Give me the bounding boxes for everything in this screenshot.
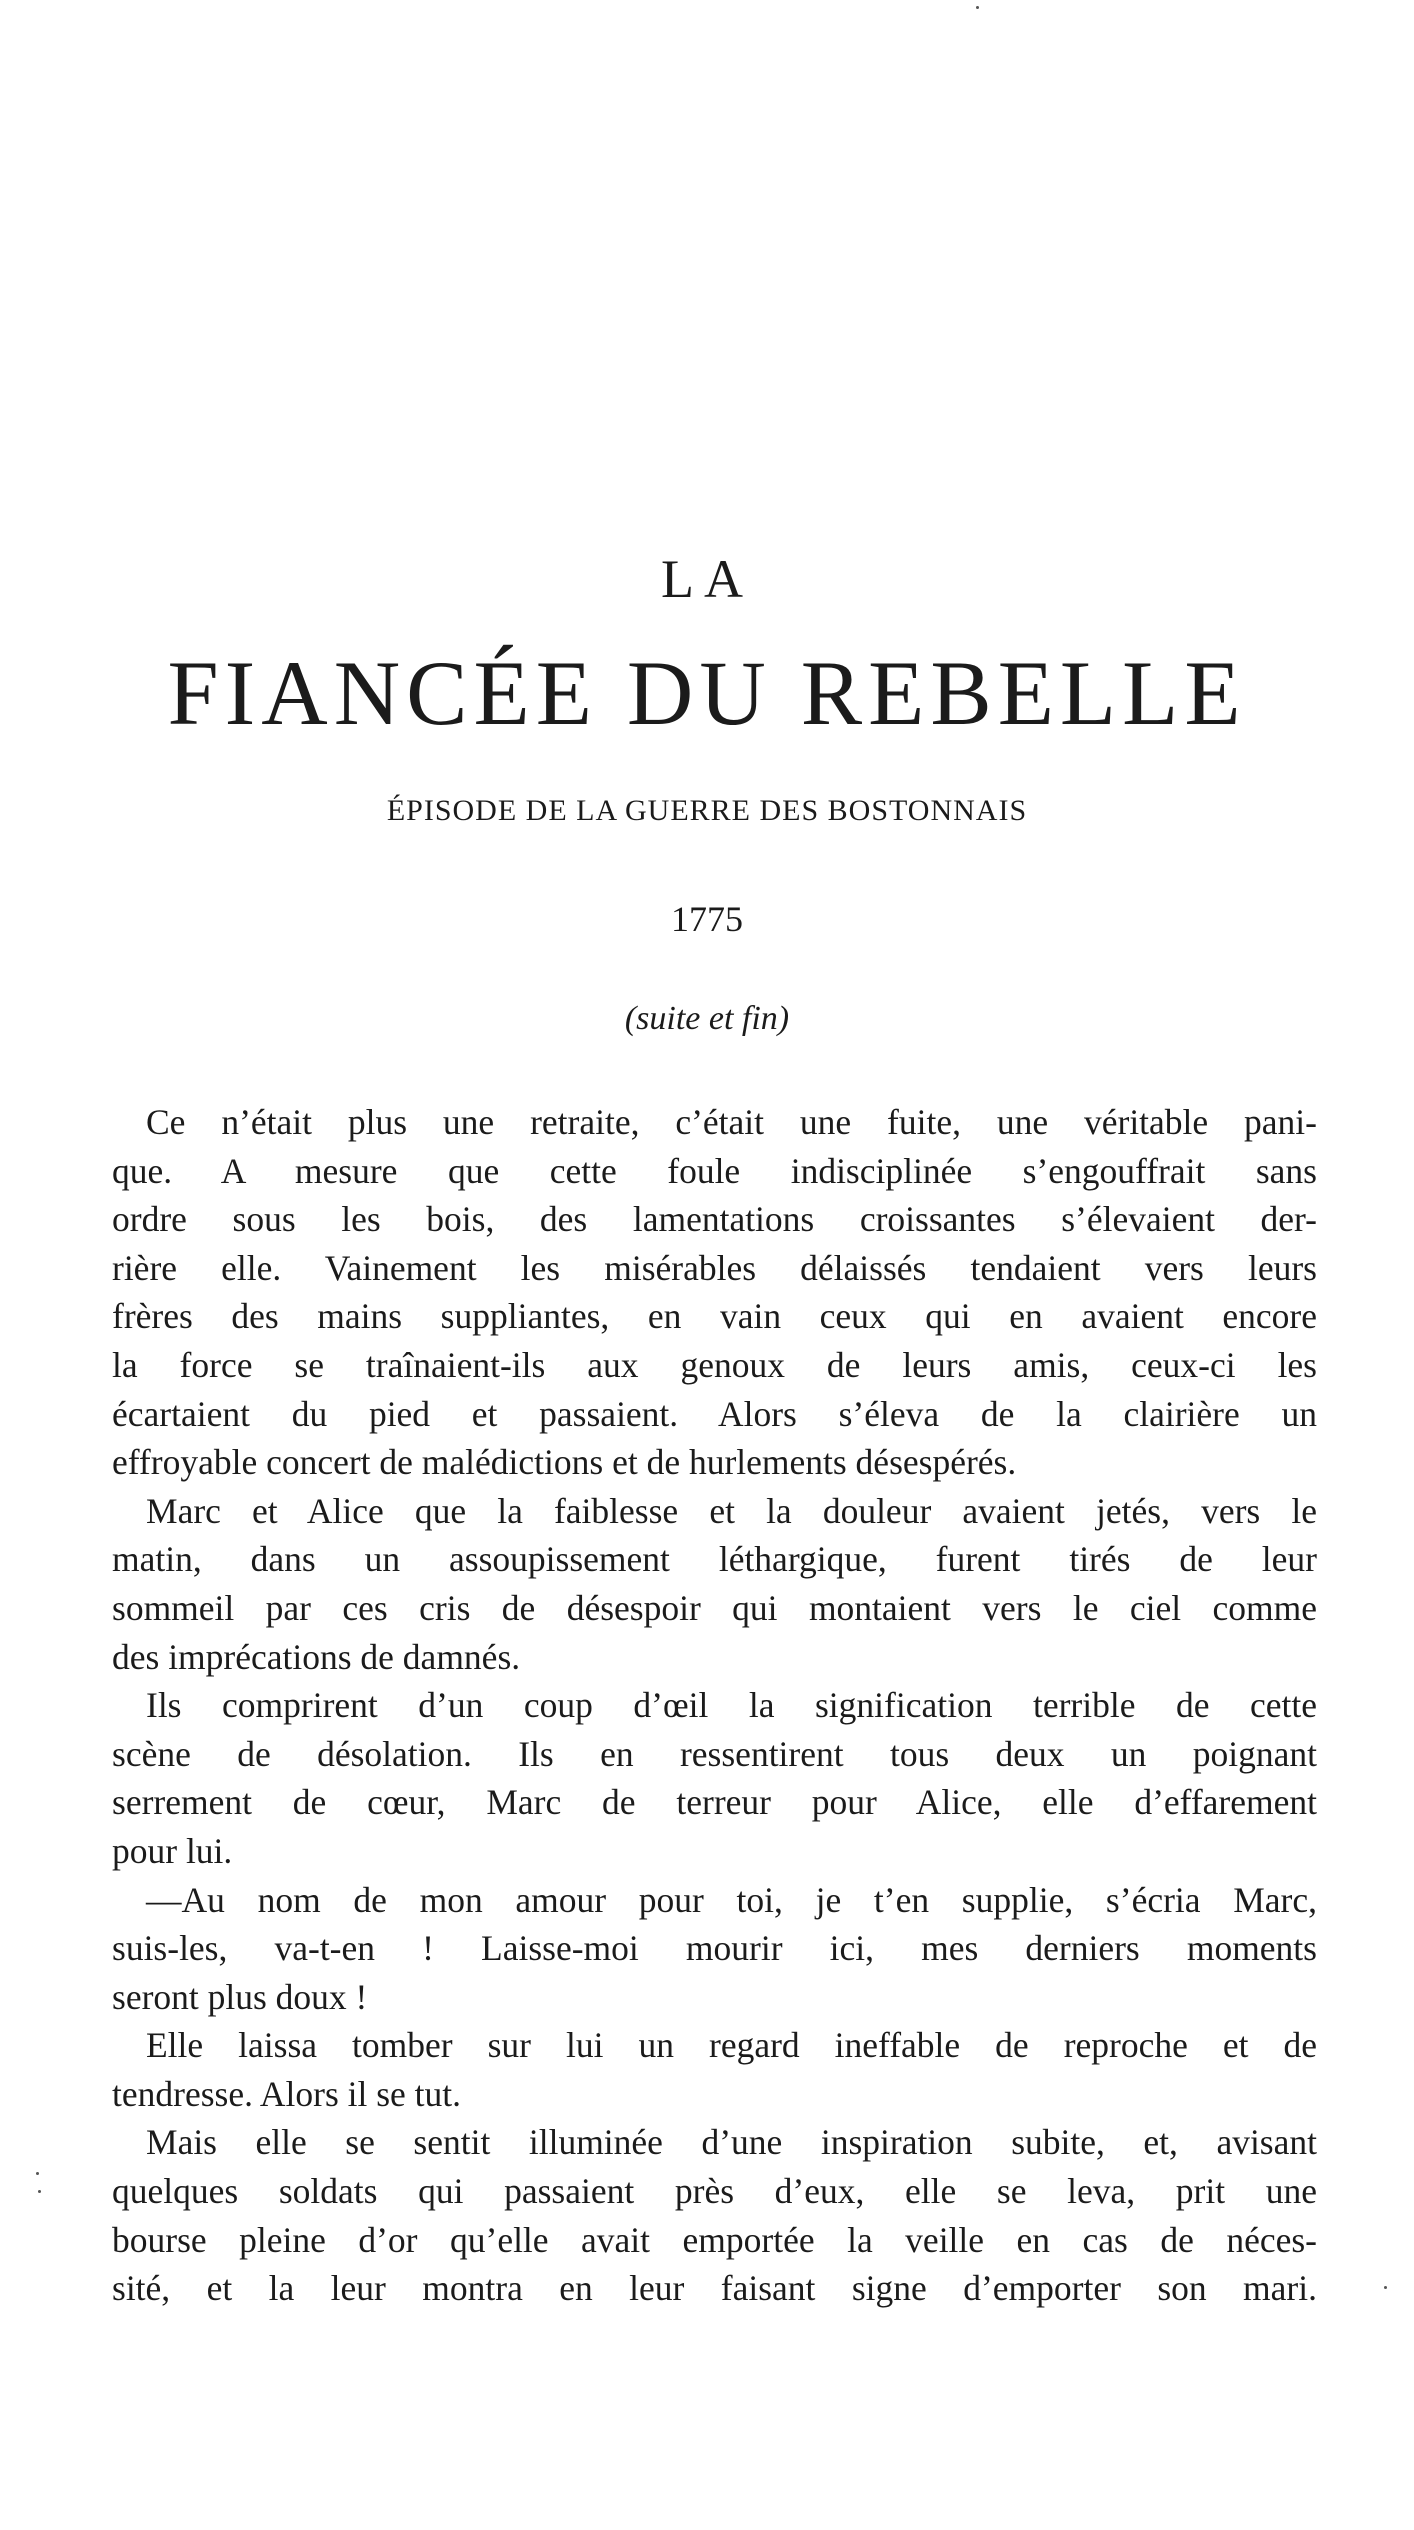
- text-line: des imprécations de damnés.: [112, 1636, 521, 1677]
- paragraph: [112, 2118, 1317, 2312]
- scan-speck: [976, 6, 979, 9]
- text-line: sommeil par ces cris de désespoir qui montaient vers le ciel comme: [112, 1587, 1317, 1628]
- text-line: bourse pleine d’or qu’elle avait emportée la veille en cas de néces-: [112, 2219, 1317, 2260]
- text-line: la force se traînaient-ils aux genoux de leurs amis, ceux-ci les: [112, 1344, 1317, 1385]
- text-line: Ils comprirent d’un coup d’œil la signification terrible de cette: [146, 1685, 1317, 1726]
- text-line: Elle laissa tomber sur lui un regard ineffable de reproche et de: [146, 2025, 1317, 2066]
- text-line: suis-les, va-t-en ! Laisse-moi mourir ici, mes derniers moments: [112, 1928, 1317, 1969]
- paragraph: [112, 1681, 1317, 1875]
- text-line: tendresse. Alors il se tut.: [112, 2073, 462, 2114]
- text-line: sité, et la leur montra en leur faisant signe d’emporter son mari.: [112, 2268, 1317, 2309]
- text-line: frères des mains suppliantes, en vain ceux qui en avaient encore: [112, 1296, 1317, 1337]
- scan-speck: [38, 2190, 41, 2193]
- text-line: Ce n’était plus une retraite, c’était une fuite, une véritable pani-: [146, 1102, 1317, 1142]
- body-text: [112, 1098, 1317, 2313]
- paragraph: [112, 1876, 1317, 2022]
- text-line: matin, dans un assoupissement léthargique, furent tirés de leur: [112, 1539, 1317, 1580]
- page-title: FIANCÉE DU REBELLE: [167, 642, 1247, 744]
- scan-speck: [1384, 2286, 1387, 2289]
- paragraph: [112, 1098, 1317, 1487]
- text-line: quelques soldats qui passaient près d’eux, elle se leva, prit une: [112, 2171, 1317, 2212]
- text-line: pour lui.: [112, 1830, 233, 1871]
- text-line: rière elle. Vainement les misérables délaissés tendaient vers leurs: [112, 1247, 1317, 1288]
- scan-speck: [36, 2172, 39, 2175]
- text-line: Marc et Alice que la faiblesse et la douleur avaient jetés, vers le: [146, 1490, 1317, 1531]
- text-line: —Au nom de mon amour pour toi, je t’en supplie, s’écria Marc,: [146, 1879, 1317, 1920]
- title-article: LA: [661, 549, 753, 609]
- text-line: scène de désolation. Ils en ressentirent tous deux un poignant: [112, 1733, 1317, 1774]
- year: 1775: [671, 899, 743, 939]
- text-line: Mais elle se sentit illuminée d’une inspiration subite, et, avisant: [146, 2122, 1317, 2163]
- continuation-note: (suite et fin): [624, 1000, 790, 1037]
- paragraph: [112, 1487, 1317, 1681]
- text-line: serrement de cœur, Marc de terreur pour Alice, elle d’effarement: [112, 1782, 1317, 1823]
- text-line: seront plus doux !: [112, 1976, 368, 2017]
- text-line: effroyable concert de malédictions et de hurlements désespérés.: [112, 1442, 1017, 1483]
- text-line: que. A mesure que cette foule indisciplinée s’engouffrait sans: [112, 1150, 1317, 1191]
- subtitle: ÉPISODE DE LA GUERRE DES BOSTONNAIS: [386, 794, 1028, 827]
- text-line: écartaient du pied et passaient. Alors s’éleva de la clairière un: [112, 1393, 1317, 1434]
- paragraph: [112, 2021, 1317, 2118]
- text-line: ordre sous les bois, des lamentations croissantes s’élevaient der-: [112, 1199, 1317, 1240]
